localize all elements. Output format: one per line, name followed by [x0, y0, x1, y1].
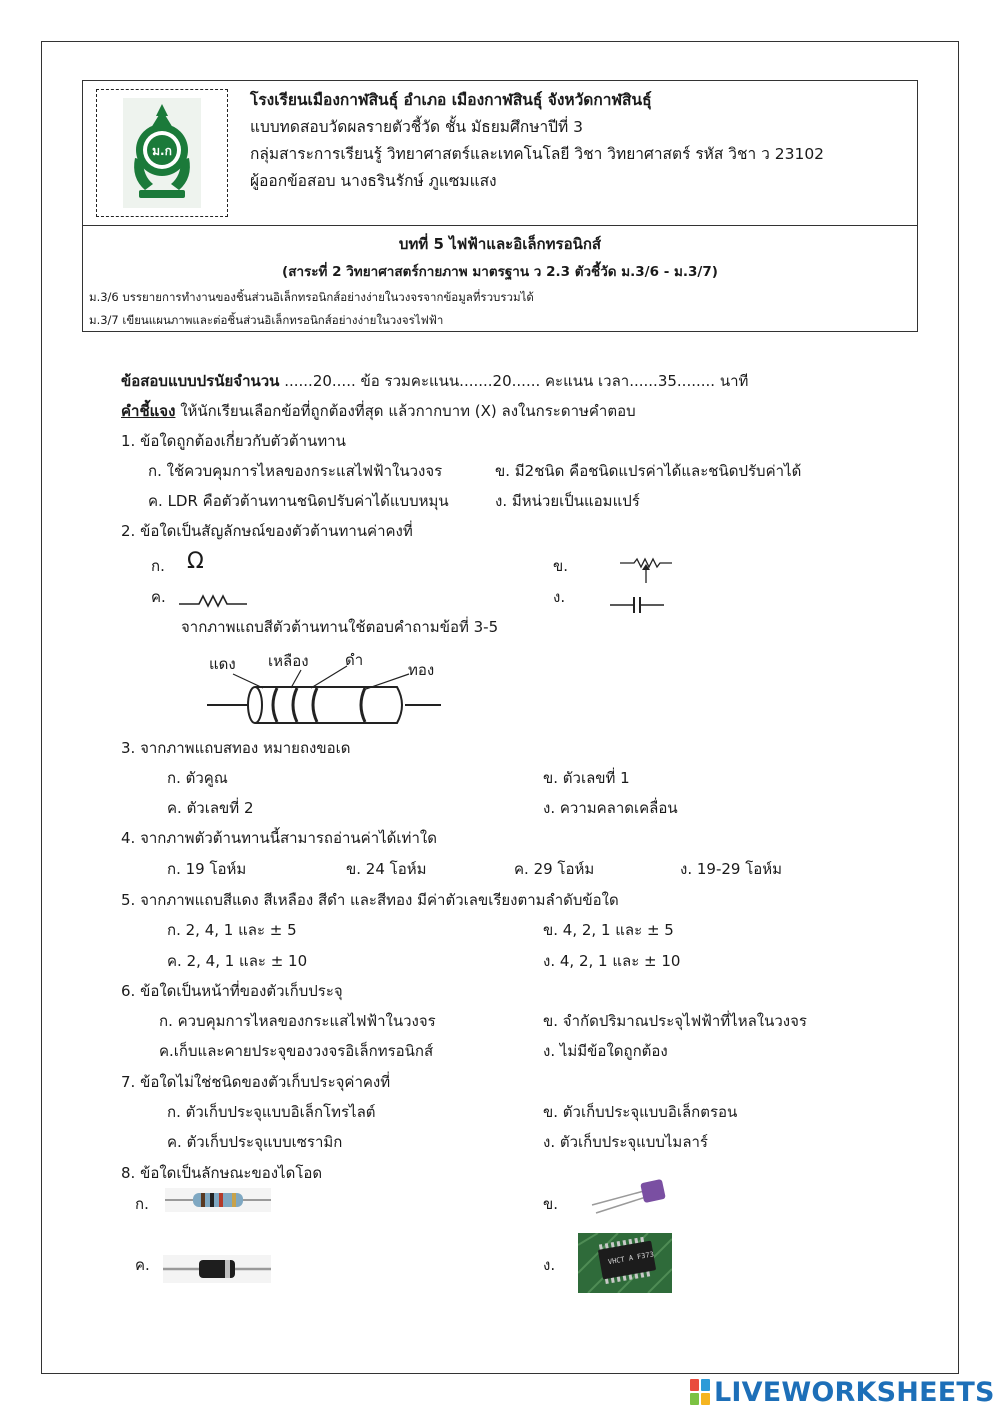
band-label-yellow: เหลือง	[268, 652, 309, 670]
q2-option-b-label[interactable]: ข.	[553, 557, 569, 575]
q7-option-c[interactable]: ค. ตัวเก็บประจุแบบเซรามิก	[167, 1133, 343, 1151]
q8-option-a-label[interactable]: ก.	[135, 1195, 149, 1213]
q6-option-d[interactable]: ง. ไม่มีข้อใดถูกต้อง	[543, 1042, 668, 1060]
q4-option-b[interactable]: ข. 24 โอห์ม	[346, 860, 427, 878]
fixed-resistor-symbol-icon[interactable]	[179, 590, 251, 610]
intro-label: ข้อสอบแบบปรนัยจำนวน	[121, 372, 280, 390]
school-info	[83, 81, 917, 226]
q1-option-c[interactable]: ค. LDR คือตัวต้านทานชนิดปรับค่าได้แบบหมุน	[148, 492, 449, 510]
q5-option-d[interactable]: ง. 4, 2, 1 และ ± 10	[543, 952, 681, 970]
resistor-color-band-diagram	[205, 660, 445, 734]
instruction-label: คำชี้แจง	[121, 402, 176, 420]
q4-question: 4. จากภาพตัวต้านทานนี้สามารถอ่านค่าได้เท่าใด	[121, 829, 437, 847]
intro-details: ......20..... ข้อ รวมคะแนน.......20...... คะแนน เวลา......35........ นาที	[279, 372, 749, 390]
variable-resistor-symbol-icon[interactable]	[620, 555, 676, 585]
q5-option-b[interactable]: ข. 4, 2, 1 และ ± 5	[543, 921, 674, 939]
school-name: โรงเรียนเมืองกาฬสินธุ์ อำเภอ เมืองกาฬสินธุ์ จังหวัดกาฬสินธุ์	[250, 91, 652, 109]
q7-option-b[interactable]: ข. ตัวเก็บประจุแบบอิเล็กตรอน	[543, 1103, 738, 1121]
svg-text:ม.ก: ม.ก	[152, 144, 172, 158]
instruction-text: ให้นักเรียนเลือกข้อที่ถูกต้องที่สุด แล้วกากบาท (X) ลงในกระดาษคำตอบ	[175, 402, 636, 420]
q7-option-d[interactable]: ง. ตัวเก็บประจุแบบไมลาร์	[543, 1133, 708, 1151]
q3-option-a[interactable]: ก. ตัวคูณ	[167, 769, 228, 787]
q8-option-d-label[interactable]: ง.	[543, 1256, 556, 1274]
resistor-photo-icon[interactable]	[165, 1188, 271, 1212]
q5-option-a[interactable]: ก. 2, 4, 1 และ ± 5	[167, 921, 297, 939]
q3-option-b[interactable]: ข. ตัวเลขที่ 1	[543, 769, 630, 787]
liveworksheets-watermark	[690, 1377, 995, 1407]
chip-marking: VHCT A F373	[607, 1250, 655, 1267]
capacitor-photo-icon[interactable]	[590, 1175, 670, 1217]
unit-title: บทที่ 5 ไฟฟ้าและอิเล็กทรอนิกส์	[398, 235, 602, 253]
q5-option-c[interactable]: ค. 2, 4, 1 และ ± 10	[167, 952, 308, 970]
figure-caption: จากภาพแถบสีตัวต้านทานใช้ตอบคำถามข้อที่ 3-5	[181, 618, 499, 636]
capacitor-symbol-icon[interactable]	[610, 595, 666, 615]
school-logo-icon	[123, 98, 201, 208]
band-label-gold: ทอง	[408, 661, 435, 679]
indicator-1: ม.3/6 บรรยายการทำงานของชิ้นส่วนอิเล็กทรอนิกส์อย่างง่ายในวงจรจากข้อมูลที่รวบรวมได้	[89, 290, 534, 304]
indicator-2: ม.3/7 เขียนแผนภาพและต่อชิ้นส่วนอิเล็กทรอนิกส์อย่างง่ายในวงจรไฟฟ้า	[89, 313, 444, 327]
q1-option-b[interactable]: ข. มี2ชนิด คือชนิดแปรค่าได้และชนิดปรับค่าได้	[495, 462, 802, 480]
band-label-black: ดำ	[345, 651, 364, 669]
liveworksheets-logo-icon	[690, 1379, 710, 1405]
intro-line	[121, 371, 748, 391]
q2-question: 2. ข้อใดเป็นสัญลักษณ์ของตัวต้านทานค่าคงที่	[121, 522, 413, 540]
q6-option-c[interactable]: ค.เก็บและคายประจุของวงจรอิเล็กทรอนิกส์	[159, 1042, 434, 1060]
watermark-text: LIVEWORKSHEETS	[714, 1376, 995, 1408]
q6-question: 6. ข้อใดเป็นหน้าที่ของตัวเก็บประจุ	[121, 982, 343, 1000]
unit-strand: (สาระที่ 2 วิทยาศาสตร์กายภาพ มาตรฐาน ว 2.3 ตัวชี้วัด ม.3/6 - ม.3/7)	[282, 264, 718, 280]
q7-question: 7. ข้อใดไม่ใช่ชนิดของตัวเก็บประจุค่าคงที่	[121, 1073, 391, 1091]
ohm-symbol[interactable]: Ω	[187, 549, 204, 574]
q1-option-a[interactable]: ก. ใช้ควบคุมการไหลของกระแสไฟฟ้าในวงจร	[148, 462, 443, 480]
subject-line: กลุ่มสาระการเรียนรู้ วิทยาศาสตร์และเทคโนโลยี วิชา วิทยาศาสตร์ รหัส วิชา ว 23102	[250, 145, 825, 163]
author: ผู้ออกข้อสอบ นางธรินรักษ์ ภูแซมแสง	[250, 172, 497, 190]
q3-option-c[interactable]: ค. ตัวเลขที่ 2	[167, 799, 254, 817]
q8-option-b-label[interactable]: ข.	[543, 1195, 559, 1213]
q1-question: 1. ข้อใดถูกต้องเกี่ยวกับตัวต้านทาน	[121, 432, 346, 450]
q2-option-d-label[interactable]: ง.	[553, 588, 566, 606]
band-label-red: แดง	[209, 655, 236, 673]
q2-option-c-label[interactable]: ค.	[151, 588, 166, 606]
q4-option-a[interactable]: ก. 19 โอห์ม	[167, 860, 247, 878]
q1-option-d[interactable]: ง. มีหน่วยเป็นแอมแปร์	[495, 492, 640, 510]
q6-option-a[interactable]: ก. ควบคุมการไหลของกระแสไฟฟ้าในวงจร	[159, 1012, 436, 1030]
diode-photo-icon[interactable]	[163, 1255, 271, 1283]
q6-option-b[interactable]: ข. จำกัดปริมาณประจุไฟฟ้าที่ไหลในวงจร	[543, 1012, 807, 1030]
q4-option-d[interactable]: ง. 19-29 โอห์ม	[680, 860, 783, 878]
instruction-line	[121, 401, 636, 421]
q5-question: 5. จากภาพแถบสีแดง สีเหลือง สีดำ และสีทอง มีค่าตัวเลขเรียงตามลำดับข้อใด	[121, 891, 619, 909]
q8-option-c-label[interactable]: ค.	[135, 1256, 150, 1274]
q3-question: 3. จากภาพแถบสทอง หมายถงขอเด	[121, 739, 351, 757]
q7-option-a[interactable]: ก. ตัวเก็บประจุแบบอิเล็กโทรไลต์	[167, 1103, 376, 1121]
q8-question: 8. ข้อใดเป็นลักษณะของไดโอด	[121, 1164, 323, 1182]
q3-option-d[interactable]: ง. ความคลาดเคลื่อน	[543, 799, 678, 817]
q2-option-a-label[interactable]: ก.	[151, 557, 165, 575]
test-type: แบบทดสอบวัดผลรายตัวชี้วัด ชั้น มัธยมศึกษาปีที่ 3	[250, 118, 584, 136]
exam-header	[82, 80, 918, 332]
logo-frame	[96, 89, 228, 217]
ic-chip-photo-icon[interactable]	[578, 1233, 672, 1293]
q4-option-c[interactable]: ค. 29 โอห์ม	[514, 860, 595, 878]
